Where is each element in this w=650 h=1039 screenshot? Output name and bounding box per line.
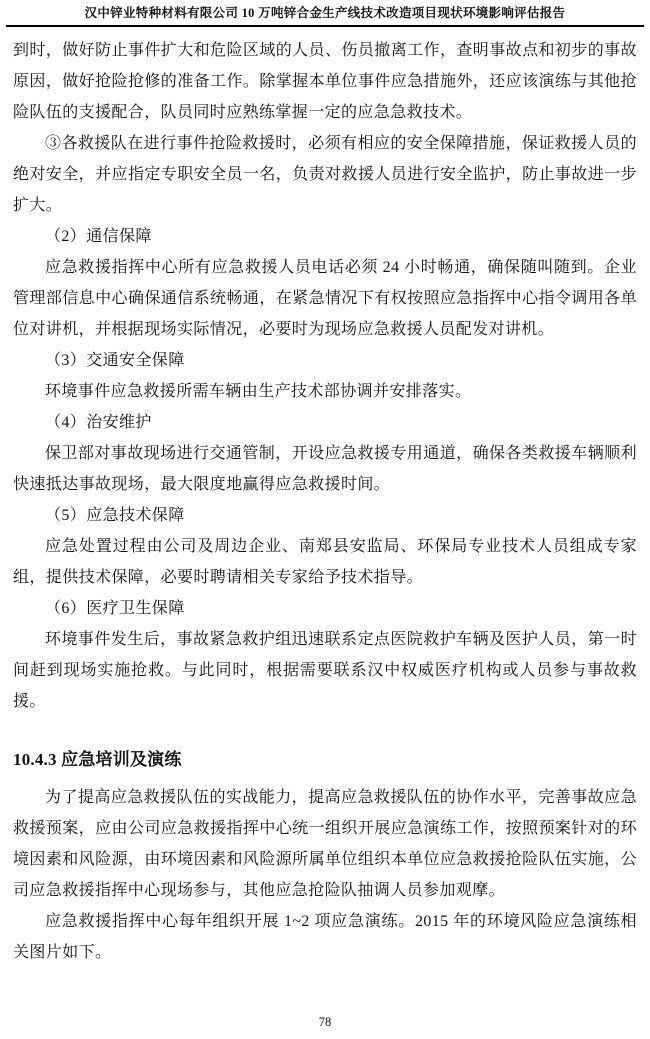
list-item-heading: （4）治安维护 bbox=[45, 414, 152, 431]
document-body bbox=[13, 27, 637, 968]
section-heading: 10.4.3 应急培训及演练 bbox=[13, 750, 182, 769]
page-header bbox=[6, 0, 644, 27]
paragraph: 环境事件发生后，事故紧急救护组迅速联系定点医院救护车辆及医护人员，第一时间赶到现场实施抢救。与此同时，根据需要联系汉中权威医疗机构或人员参与事故救援。 bbox=[13, 631, 637, 710]
page-number: 78 bbox=[318, 1015, 332, 1029]
page-footer bbox=[0, 1015, 650, 1029]
list-item-heading: （5）应急技术保障 bbox=[45, 507, 185, 524]
paragraph: 环境事件应急救援所需车辆由生产技术部协调并安排落实。 bbox=[45, 383, 472, 400]
paragraph: ③各救援队在进行事件抢险救援时，必须有相应的安全保障措施，保证救援人员的绝对安全，并应指定专职安全员一名，负责对救援人员进行安全监护，防止事故进一步扩大。 bbox=[13, 135, 637, 214]
list-item-heading: （2）通信保障 bbox=[45, 228, 152, 245]
paragraph: 应急救援指挥中心每年组织开展 1~2 项应急演练。2015 年的环境风险应急演练相关图片如下。 bbox=[13, 913, 637, 961]
paragraph: 应急救援指挥中心所有应急救援人员电话必须 24 小时畅通，确保随叫随到。企业管理部信息中心确保通信系统畅通，在紧急情况下有权按照应急指挥中心指令调用各单位对讲机，并根据现场实际情况，必要时为现场应急救援人员配发对讲机。 bbox=[13, 259, 637, 338]
list-item-heading: （6）医疗卫生保障 bbox=[45, 600, 185, 617]
paragraph: 为了提高应急救援队伍的实战能力，提高应急救援队伍的协作水平，完善事故应急救援预案，应由公司应急救援指挥中心统一组织开展应急演练工作，按照预案针对的环境因素和风险源，由环境因素和风险源所属单位组织本单位应急救援抢险队伍实施，公司应急救援指挥中心现场参与，其他应急抢险队抽调人员参加观摩。 bbox=[13, 789, 637, 899]
paragraph: 应急处置过程由公司及周边企业、南郑县安监局、环保局专业技术人员组成专家组，提供技术保障，必要时聘请相关专家给予技术指导。 bbox=[13, 538, 637, 586]
paragraph: 保卫部对事故现场进行交通管制，开设应急救援专用通道，确保各类救援车辆顺利快速抵达事故现场，最大限度地赢得应急救援时间。 bbox=[13, 445, 637, 493]
paragraph: 到时，做好防止事件扩大和危险区域的人员、伤员撤离工作，查明事故点和初步的事故原因，做好抢险抢修的准备工作。除掌握本单位事件应急措施外，还应该演练与其他抢险队伍的支援配合，队员同时应熟练掌握一定的应急急救技术。 bbox=[13, 42, 637, 121]
list-item-heading: （3）交通安全保障 bbox=[45, 352, 185, 369]
header-title: 汉中锌业特种材料有限公司 10 万吨锌合金生产线技术改造项目现状环境影响评估报告 bbox=[84, 6, 566, 20]
